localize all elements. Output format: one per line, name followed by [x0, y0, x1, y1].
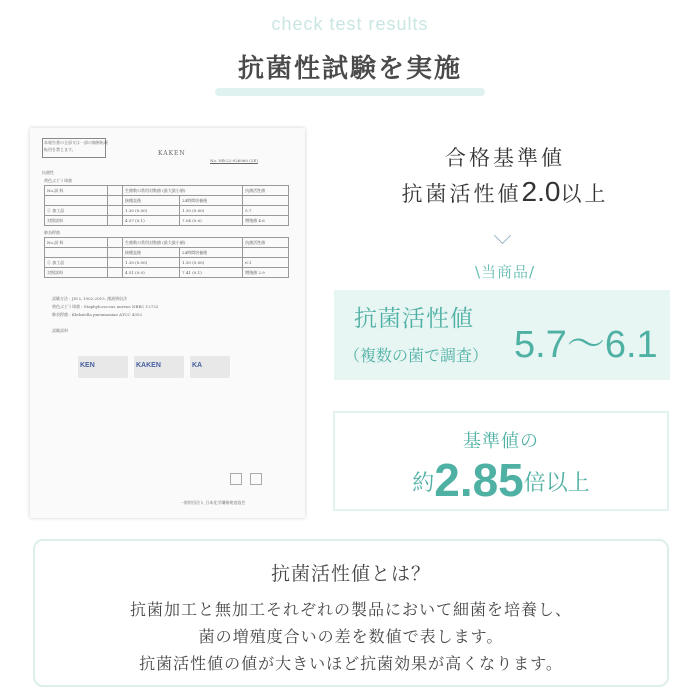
criteria-suffix: 以上	[560, 182, 609, 206]
note-line-1: 本報告書の全部又は一部の無断転載	[44, 140, 108, 145]
sample-photo-2: KAKEN	[134, 356, 184, 378]
criteria-line-1: 合格基準値	[445, 146, 565, 170]
ratio-box	[333, 411, 669, 511]
note-line-2: 転用を禁じます。	[44, 147, 76, 152]
sample-photos	[78, 356, 230, 378]
photo-label: 試験試料	[52, 328, 68, 333]
explanation-heading: 抗菌活性値とは？	[270, 563, 431, 585]
ratio-value: 2.85	[434, 454, 524, 506]
sample-photo-3: KA	[190, 356, 230, 378]
title-band	[205, 40, 495, 100]
criteria-value: 2.0	[521, 176, 561, 207]
chevron-down-icon	[494, 227, 511, 244]
product-value-note: （複数の菌で調査）	[344, 346, 489, 365]
organism2-label: 肺炎桿菌	[44, 230, 60, 235]
page-title: 抗菌性試験を実施	[237, 54, 462, 84]
lab-name: KAKEN	[158, 150, 186, 157]
footer-issuer: 一般財団法人 日本化学繊維検査協会	[180, 500, 246, 505]
ratio-prefix: 約	[412, 471, 435, 496]
criteria-line-2	[345, 175, 665, 211]
explanation-line-2: 菌の増殖度合いの差を数値で表します。	[198, 627, 504, 646]
title-highlight	[215, 88, 485, 96]
test-report-document	[30, 128, 305, 518]
explanation-line-3: 抗菌活性値の値が大きいほど抗菌効果が高くなります。	[139, 654, 563, 673]
product-value-title: 抗菌活性値	[354, 306, 474, 332]
sample-photo-1: KEN	[78, 356, 128, 378]
organism-note-2: 肺炎桿菌 : Klebsiella pneumoniae ATCC 4352	[52, 312, 143, 317]
our-product-label: \当商品/	[474, 263, 536, 281]
criteria-block	[345, 142, 665, 211]
seal-stamp	[250, 473, 262, 485]
organism-note-1: 黄色ぶどう球菌 : Staphylococcus aureus NBRC 12732	[52, 304, 159, 309]
ratio-suffix: 倍以上	[523, 471, 590, 496]
ratio-line-2	[335, 453, 667, 507]
product-value-box	[334, 290, 670, 380]
result-table-1: No.試 料 生菌数の常用対数値 (最大最小値) 抗菌活性値 接種直後 24時間培養後 ① 加工品 1.30 (0.00) 1.30 (0.00) 5.7 対照試料 4.57 (0.1) 7.04 (0.0) 増殖値 4.6	[44, 185, 289, 226]
eyebrow-text: check test results	[271, 14, 429, 34]
explanation-box	[33, 539, 669, 687]
organism1-label: 黄色ぶどう球菌	[44, 178, 72, 183]
ratio-line-1: 基準値の	[463, 431, 539, 452]
result-table-2: No.試 料 生菌数の常用対数値 (最大最小値) 抗菌活性値 接種直後 24時間培養後 ① 加工品 1.30 (0.00) 1.30 (0.00) 6.1 対照試料 4.51 (0.0) 7.41 (0.1) 増殖値 2.9	[44, 237, 289, 278]
product-value: 5.7〜6.1	[514, 324, 658, 366]
explanation-line-1: 抗菌加工と無加工それぞれの製品において細菌を培養し、	[129, 600, 572, 619]
criteria-prefix: 抗菌活性値	[401, 182, 522, 206]
section-label: 抗菌性	[42, 170, 54, 175]
report-number: No. NB-22-026060 (2E)	[210, 158, 258, 163]
method-text: 試験方法 : JIS L 1902:2015, 菌液吸収法	[52, 296, 128, 301]
seal-stamp	[230, 473, 242, 485]
